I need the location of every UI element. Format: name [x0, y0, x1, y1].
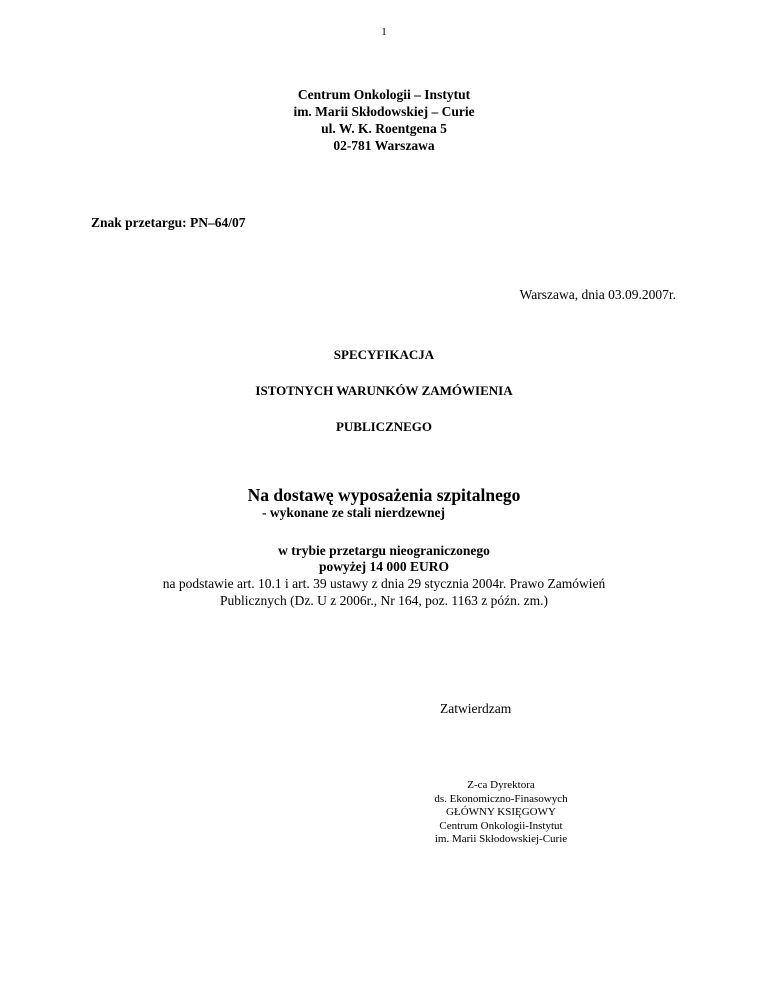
institution-street: ul. W. K. Roentgena 5	[321, 121, 447, 136]
document-title-line-2: ISTOTNYCH WARUNKÓW ZAMÓWIENIA	[255, 383, 513, 398]
document-title-line-3: PUBLICZNEGO	[335, 419, 433, 434]
legal-basis-line-2: Publicznych (Dz. U z 2006r., Nr 164, poz. 1163 z późn. zm.)	[220, 593, 548, 608]
tender-reference: Znak przetargu: PN–64/07	[91, 215, 246, 230]
place-and-date: Warszawa, dnia 03.09.2007r.	[519, 287, 676, 302]
institution-header	[0, 86, 768, 154]
signatory-role: GŁÓWNY KSIĘGOWY	[446, 806, 556, 818]
value-threshold: powyżej 14 000 EURO	[318, 559, 450, 574]
signatory-institution: Centrum Onkologii-Instytut	[439, 819, 563, 832]
signatory-department: ds. Ekonomiczno-Finasowych	[434, 792, 568, 805]
institution-name: Centrum Onkologii – Instytut	[297, 87, 471, 102]
order-subject: Na dostawę wyposażenia szpitalnego	[247, 485, 521, 505]
legal-basis-line-1: na podstawie art. 10.1 i art. 39 ustawy z dnia 29 stycznia 2004r. Prawo Zamówień	[162, 576, 606, 591]
order-subject-detail: - wykonane ze stali nierdzewnej	[262, 505, 445, 520]
procedure-mode: w trybie przetargu nieograniczonego	[278, 543, 490, 558]
page-number: 1	[381, 26, 387, 38]
legal-basis	[0, 575, 768, 609]
document-title-line-1: SPECYFIKACJA	[333, 347, 435, 362]
signatory-institution-patron: im. Marii Skłodowskiej-Curie	[434, 833, 568, 845]
signature-block	[406, 779, 596, 847]
signatory-position: Z-ca Dyrektora	[467, 779, 535, 791]
institution-patron: im. Marii Skłodowskiej – Curie	[293, 104, 475, 119]
approval-label: Zatwierdzam	[440, 701, 512, 716]
institution-city: 02-781 Warszawa	[333, 138, 435, 153]
